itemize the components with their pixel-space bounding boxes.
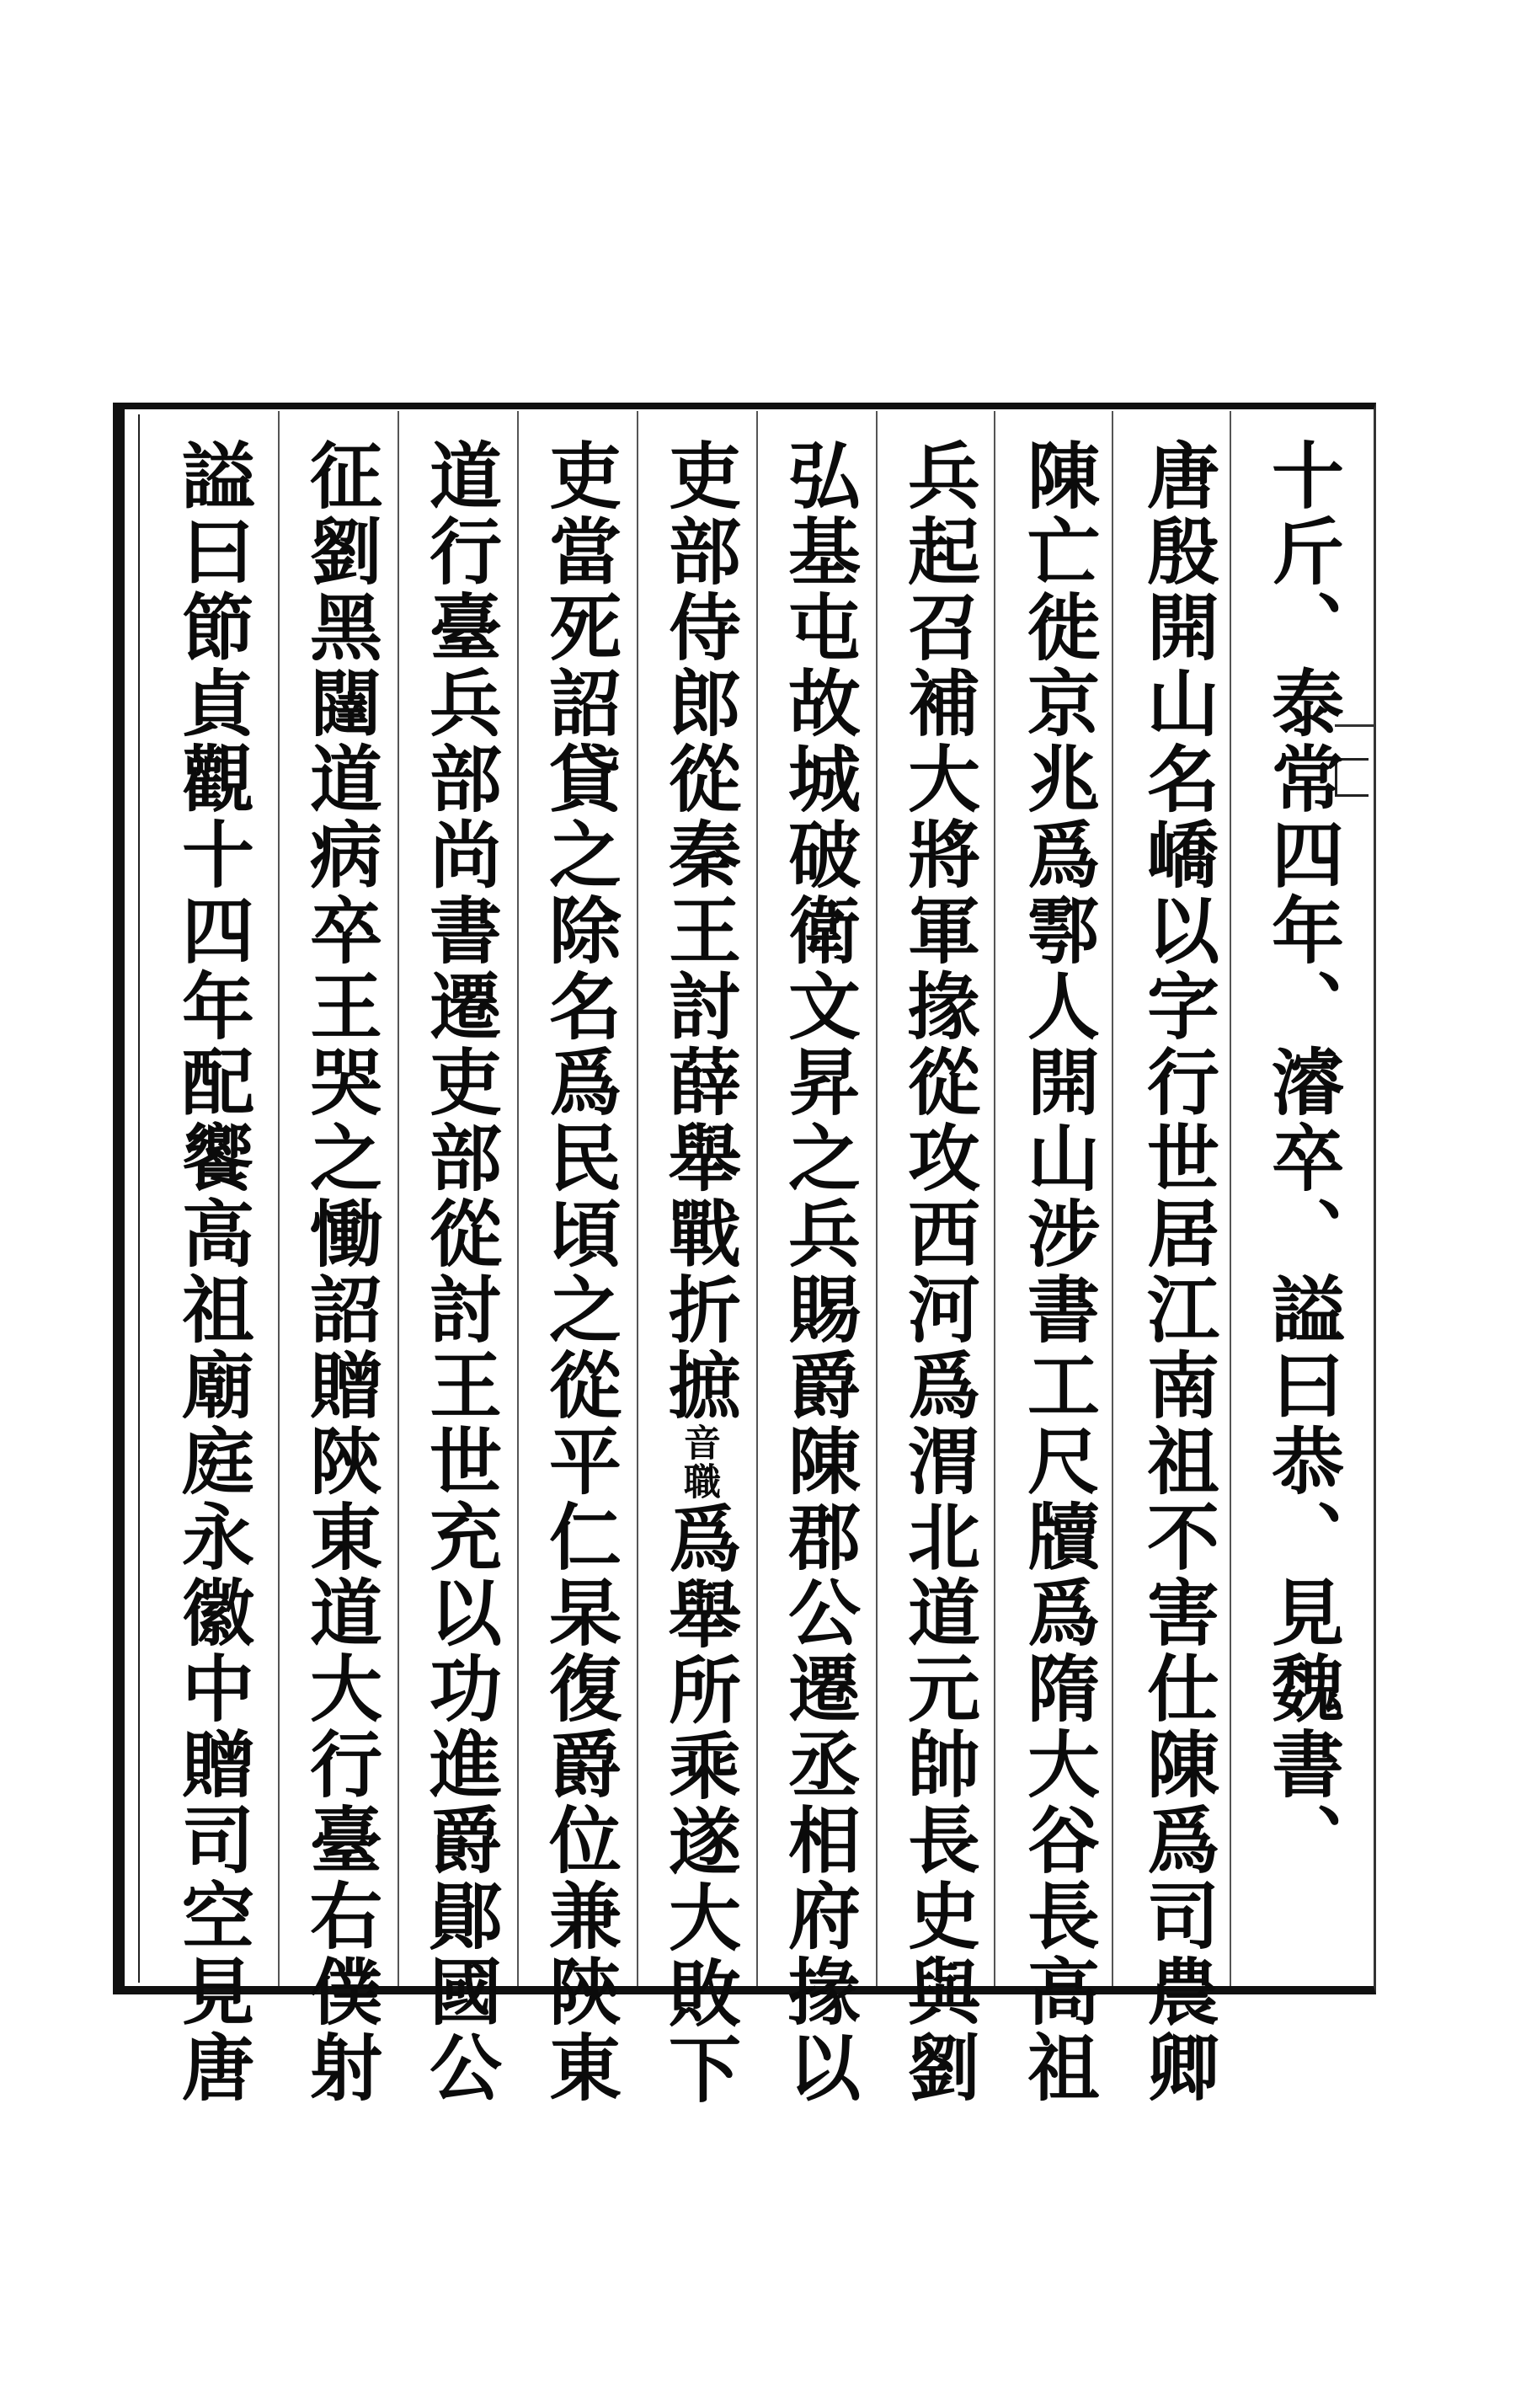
column-text: 道行臺兵部尚書遷吏部從討王世充以功進爵鄖國公 — [417, 438, 502, 2106]
column-text: 唐殷開山名嶠以字行世居江南祖不害仕陳爲司農卿 — [1134, 438, 1219, 2106]
column-text: 吏部侍郎從秦王討薛舉戰折摭 — [656, 438, 741, 1423]
column-text: 吏當死詔貸之除名爲民頃之從平仁杲復爵位兼陝東 — [536, 438, 622, 2106]
text-column-3 — [1011, 438, 1103, 2106]
column-divider — [1230, 411, 1231, 1986]
column-text: 爲舉所乘遂大敗下 — [656, 1501, 741, 2107]
text-column-9 — [293, 438, 386, 2106]
text-column-6 — [652, 438, 744, 2107]
text-column-5 — [771, 438, 864, 2106]
column-text: 弘基屯故城破衛文昇之兵賜爵陳郡公遷丞相府掾以 — [776, 438, 861, 2106]
column-text-group — [656, 438, 741, 2107]
column-divider — [398, 411, 399, 1986]
column-text: 陳亡徙京兆爲鄠人開山涉書工尺牘爲隋大谷長高祖 — [1015, 438, 1100, 2106]
text-column-1 — [1255, 438, 1347, 1878]
text-column-2 — [1130, 438, 1223, 2106]
column-divider — [994, 411, 995, 1986]
text-column-4 — [891, 438, 984, 2106]
text-column-7 — [532, 438, 625, 2106]
column-text: 謚曰節貞觀十四年配饗高祖廟庭永徽中贈司空見唐 — [169, 438, 254, 2106]
column-divider — [756, 411, 758, 1986]
column-divider — [517, 411, 519, 1986]
inner-border-line — [138, 414, 140, 1983]
text-column-8 — [413, 438, 505, 2106]
column-divider — [876, 411, 878, 1986]
column-text: 兵起召補大將軍掾從攻西河爲渭北道元帥長史與劉 — [895, 438, 980, 2106]
column-divider — [278, 411, 280, 1986]
text-column-10 — [165, 438, 258, 2106]
column-divider — [637, 411, 638, 1986]
annotation-note: 音職 — [677, 1423, 720, 1501]
column-divider — [1112, 411, 1113, 1986]
column-text: 征劉黑闥道病卒王哭之慟詔贈陝東道大行臺右僕射 — [297, 438, 382, 2106]
column-text: 十斤、泰常四年、濬卒、謚曰恭、見魏書、 — [1259, 438, 1344, 1878]
